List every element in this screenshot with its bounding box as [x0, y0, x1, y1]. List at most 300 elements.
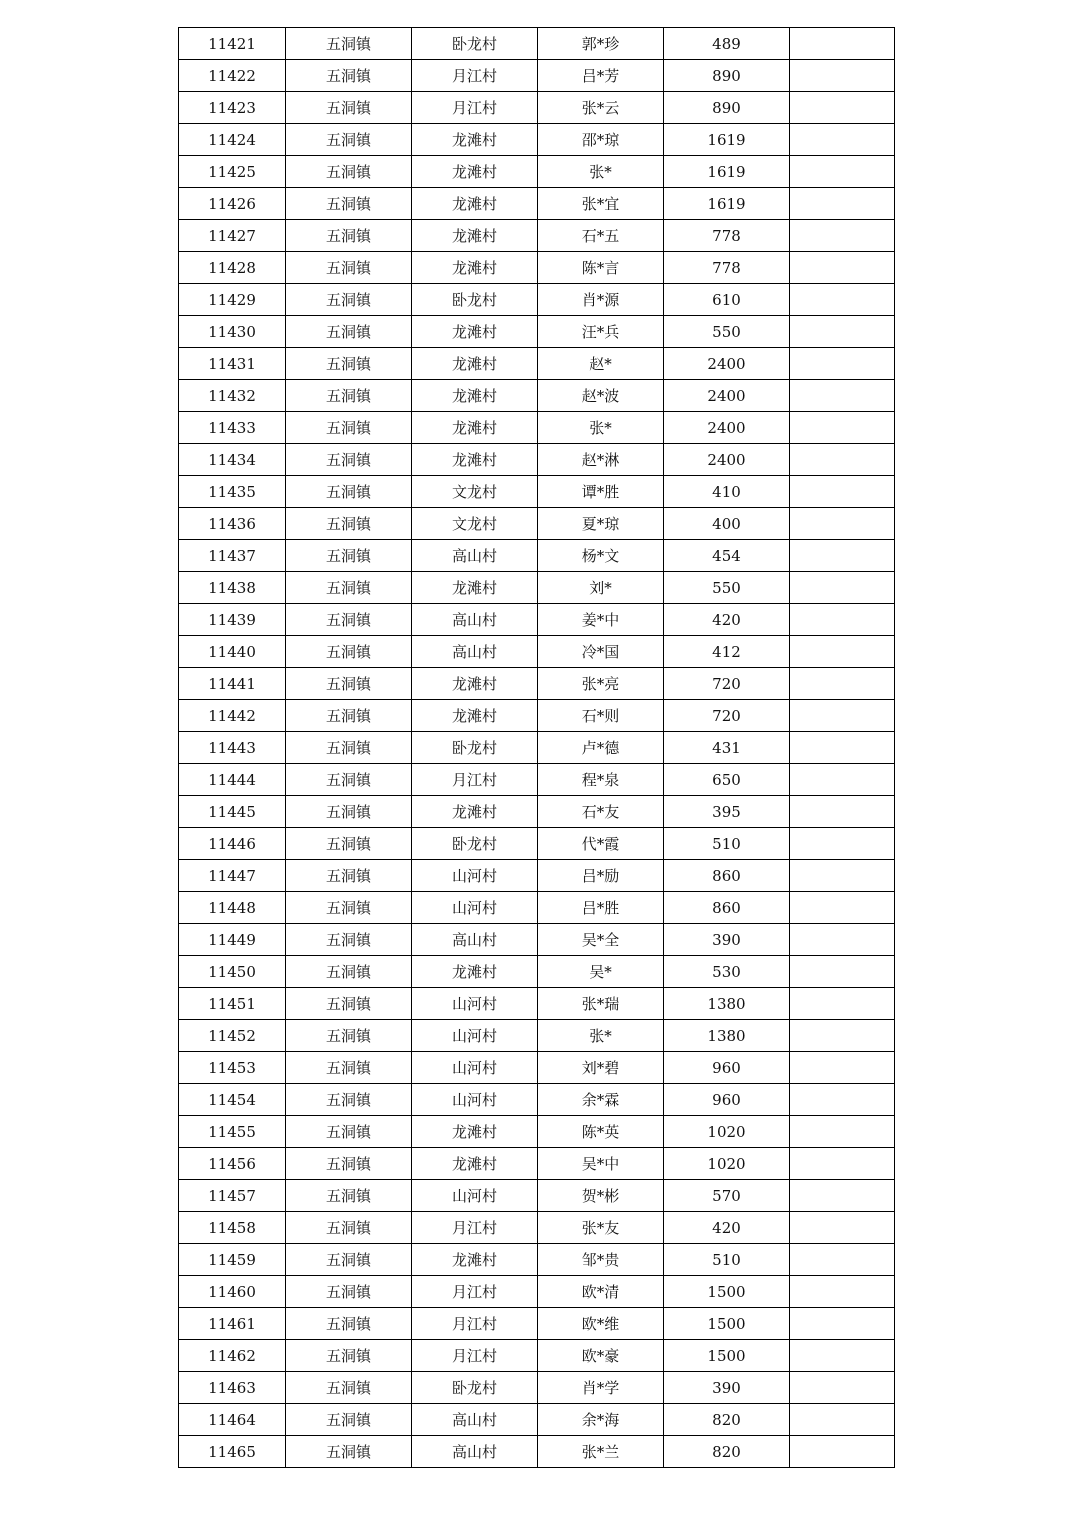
town-cell: 五洞镇: [286, 1212, 412, 1244]
remark-cell: [790, 796, 895, 828]
remark-cell: [790, 1340, 895, 1372]
table-row: [179, 1404, 895, 1436]
table-row: [179, 444, 895, 476]
village-cell: 月江村: [412, 60, 538, 92]
serial-number-cell: 11427: [179, 220, 286, 252]
serial-number-cell: 11455: [179, 1116, 286, 1148]
remark-cell: [790, 316, 895, 348]
name-cell: 肖*学: [538, 1372, 664, 1404]
table-row: [179, 188, 895, 220]
serial-number-cell: 11458: [179, 1212, 286, 1244]
amount-cell: 2400: [664, 412, 790, 444]
name-cell: 张*: [538, 412, 664, 444]
data-table: [178, 27, 895, 1468]
table-row: [179, 316, 895, 348]
village-cell: 卧龙村: [412, 732, 538, 764]
table-row: [179, 1372, 895, 1404]
amount-cell: 489: [664, 28, 790, 60]
village-cell: 山河村: [412, 1052, 538, 1084]
table-row: [179, 380, 895, 412]
amount-cell: 395: [664, 796, 790, 828]
name-cell: 张*宜: [538, 188, 664, 220]
serial-number-cell: 11457: [179, 1180, 286, 1212]
town-cell: 五洞镇: [286, 636, 412, 668]
amount-cell: 1020: [664, 1116, 790, 1148]
name-cell: 余*海: [538, 1404, 664, 1436]
amount-cell: 1619: [664, 188, 790, 220]
table-row: [179, 924, 895, 956]
serial-number-cell: 11428: [179, 252, 286, 284]
name-cell: 汪*兵: [538, 316, 664, 348]
amount-cell: 1380: [664, 1020, 790, 1052]
remark-cell: [790, 476, 895, 508]
town-cell: 五洞镇: [286, 764, 412, 796]
remark-cell: [790, 700, 895, 732]
serial-number-cell: 11430: [179, 316, 286, 348]
village-cell: 高山村: [412, 604, 538, 636]
remark-cell: [790, 956, 895, 988]
remark-cell: [790, 1020, 895, 1052]
amount-cell: 960: [664, 1052, 790, 1084]
town-cell: 五洞镇: [286, 1436, 412, 1468]
serial-number-cell: 11452: [179, 1020, 286, 1052]
village-cell: 高山村: [412, 1436, 538, 1468]
remark-cell: [790, 892, 895, 924]
remark-cell: [790, 508, 895, 540]
town-cell: 五洞镇: [286, 284, 412, 316]
serial-number-cell: 11429: [179, 284, 286, 316]
village-cell: 月江村: [412, 1308, 538, 1340]
name-cell: 程*泉: [538, 764, 664, 796]
table-body: [179, 28, 895, 1468]
town-cell: 五洞镇: [286, 860, 412, 892]
remark-cell: [790, 1212, 895, 1244]
table-row: [179, 1276, 895, 1308]
table-row: [179, 1180, 895, 1212]
serial-number-cell: 11456: [179, 1148, 286, 1180]
amount-cell: 420: [664, 604, 790, 636]
town-cell: 五洞镇: [286, 668, 412, 700]
village-cell: 山河村: [412, 1180, 538, 1212]
remark-cell: [790, 92, 895, 124]
serial-number-cell: 11423: [179, 92, 286, 124]
serial-number-cell: 11431: [179, 348, 286, 380]
town-cell: 五洞镇: [286, 348, 412, 380]
town-cell: 五洞镇: [286, 572, 412, 604]
table-row: [179, 1244, 895, 1276]
serial-number-cell: 11421: [179, 28, 286, 60]
name-cell: 欧*维: [538, 1308, 664, 1340]
table-row: [179, 1212, 895, 1244]
serial-number-cell: 11464: [179, 1404, 286, 1436]
village-cell: 龙滩村: [412, 668, 538, 700]
town-cell: 五洞镇: [286, 540, 412, 572]
serial-number-cell: 11440: [179, 636, 286, 668]
amount-cell: 2400: [664, 380, 790, 412]
remark-cell: [790, 444, 895, 476]
town-cell: 五洞镇: [286, 444, 412, 476]
amount-cell: 1500: [664, 1308, 790, 1340]
name-cell: 吴*: [538, 956, 664, 988]
serial-number-cell: 11435: [179, 476, 286, 508]
serial-number-cell: 11447: [179, 860, 286, 892]
name-cell: 邵*琼: [538, 124, 664, 156]
amount-cell: 610: [664, 284, 790, 316]
table-row: [179, 1308, 895, 1340]
town-cell: 五洞镇: [286, 1116, 412, 1148]
village-cell: 龙滩村: [412, 412, 538, 444]
town-cell: 五洞镇: [286, 60, 412, 92]
amount-cell: 412: [664, 636, 790, 668]
table-row: [179, 92, 895, 124]
serial-number-cell: 11453: [179, 1052, 286, 1084]
town-cell: 五洞镇: [286, 700, 412, 732]
name-cell: 张*亮: [538, 668, 664, 700]
amount-cell: 650: [664, 764, 790, 796]
serial-number-cell: 11433: [179, 412, 286, 444]
serial-number-cell: 11424: [179, 124, 286, 156]
table-row: [179, 60, 895, 92]
remark-cell: [790, 380, 895, 412]
table-row: [179, 412, 895, 444]
table-row: [179, 1020, 895, 1052]
town-cell: 五洞镇: [286, 28, 412, 60]
name-cell: 石*五: [538, 220, 664, 252]
town-cell: 五洞镇: [286, 1244, 412, 1276]
village-cell: 月江村: [412, 1340, 538, 1372]
table-row: [179, 828, 895, 860]
name-cell: 张*瑞: [538, 988, 664, 1020]
table-row: [179, 892, 895, 924]
amount-cell: 530: [664, 956, 790, 988]
village-cell: 龙滩村: [412, 156, 538, 188]
amount-cell: 2400: [664, 444, 790, 476]
name-cell: 代*霞: [538, 828, 664, 860]
amount-cell: 570: [664, 1180, 790, 1212]
serial-number-cell: 11460: [179, 1276, 286, 1308]
village-cell: 龙滩村: [412, 444, 538, 476]
table-row: [179, 508, 895, 540]
remark-cell: [790, 1180, 895, 1212]
amount-cell: 431: [664, 732, 790, 764]
amount-cell: 1619: [664, 156, 790, 188]
amount-cell: 820: [664, 1404, 790, 1436]
village-cell: 龙滩村: [412, 124, 538, 156]
table-row: [179, 1436, 895, 1468]
remark-cell: [790, 220, 895, 252]
name-cell: 石*则: [538, 700, 664, 732]
name-cell: 夏*琼: [538, 508, 664, 540]
village-cell: 高山村: [412, 540, 538, 572]
amount-cell: 510: [664, 1244, 790, 1276]
town-cell: 五洞镇: [286, 92, 412, 124]
amount-cell: 420: [664, 1212, 790, 1244]
table-row: [179, 28, 895, 60]
remark-cell: [790, 636, 895, 668]
serial-number-cell: 11459: [179, 1244, 286, 1276]
remark-cell: [790, 124, 895, 156]
amount-cell: 390: [664, 924, 790, 956]
name-cell: 吕*胜: [538, 892, 664, 924]
town-cell: 五洞镇: [286, 1372, 412, 1404]
name-cell: 陈*言: [538, 252, 664, 284]
name-cell: 张*友: [538, 1212, 664, 1244]
village-cell: 高山村: [412, 1404, 538, 1436]
remark-cell: [790, 156, 895, 188]
serial-number-cell: 11442: [179, 700, 286, 732]
village-cell: 龙滩村: [412, 956, 538, 988]
amount-cell: 778: [664, 252, 790, 284]
table-row: [179, 1116, 895, 1148]
town-cell: 五洞镇: [286, 1052, 412, 1084]
village-cell: 龙滩村: [412, 252, 538, 284]
town-cell: 五洞镇: [286, 924, 412, 956]
serial-number-cell: 11444: [179, 764, 286, 796]
name-cell: 谭*胜: [538, 476, 664, 508]
table-row: [179, 1052, 895, 1084]
table-row: [179, 956, 895, 988]
serial-number-cell: 11450: [179, 956, 286, 988]
serial-number-cell: 11465: [179, 1436, 286, 1468]
table-row: [179, 732, 895, 764]
town-cell: 五洞镇: [286, 380, 412, 412]
amount-cell: 550: [664, 316, 790, 348]
town-cell: 五洞镇: [286, 988, 412, 1020]
remark-cell: [790, 1052, 895, 1084]
serial-number-cell: 11434: [179, 444, 286, 476]
name-cell: 杨*文: [538, 540, 664, 572]
village-cell: 龙滩村: [412, 1116, 538, 1148]
serial-number-cell: 11437: [179, 540, 286, 572]
amount-cell: 510: [664, 828, 790, 860]
town-cell: 五洞镇: [286, 1020, 412, 1052]
amount-cell: 860: [664, 860, 790, 892]
serial-number-cell: 11445: [179, 796, 286, 828]
serial-number-cell: 11426: [179, 188, 286, 220]
serial-number-cell: 11439: [179, 604, 286, 636]
remark-cell: [790, 348, 895, 380]
name-cell: 吴*中: [538, 1148, 664, 1180]
name-cell: 赵*波: [538, 380, 664, 412]
amount-cell: 720: [664, 668, 790, 700]
town-cell: 五洞镇: [286, 1180, 412, 1212]
name-cell: 吕*芳: [538, 60, 664, 92]
amount-cell: 890: [664, 60, 790, 92]
serial-number-cell: 11449: [179, 924, 286, 956]
name-cell: 余*霖: [538, 1084, 664, 1116]
town-cell: 五洞镇: [286, 828, 412, 860]
serial-number-cell: 11432: [179, 380, 286, 412]
remark-cell: [790, 284, 895, 316]
amount-cell: 820: [664, 1436, 790, 1468]
remark-cell: [790, 1276, 895, 1308]
town-cell: 五洞镇: [286, 732, 412, 764]
town-cell: 五洞镇: [286, 252, 412, 284]
village-cell: 龙滩村: [412, 316, 538, 348]
table-row: [179, 796, 895, 828]
town-cell: 五洞镇: [286, 508, 412, 540]
amount-cell: 550: [664, 572, 790, 604]
remark-cell: [790, 1404, 895, 1436]
remark-cell: [790, 188, 895, 220]
name-cell: 贺*彬: [538, 1180, 664, 1212]
table-row: [179, 636, 895, 668]
name-cell: 刘*: [538, 572, 664, 604]
remark-cell: [790, 60, 895, 92]
amount-cell: 960: [664, 1084, 790, 1116]
remark-cell: [790, 860, 895, 892]
village-cell: 龙滩村: [412, 188, 538, 220]
village-cell: 高山村: [412, 636, 538, 668]
town-cell: 五洞镇: [286, 412, 412, 444]
table-row: [179, 348, 895, 380]
name-cell: 肖*源: [538, 284, 664, 316]
town-cell: 五洞镇: [286, 1340, 412, 1372]
serial-number-cell: 11461: [179, 1308, 286, 1340]
town-cell: 五洞镇: [286, 604, 412, 636]
remark-cell: [790, 1308, 895, 1340]
remark-cell: [790, 668, 895, 700]
amount-cell: 720: [664, 700, 790, 732]
village-cell: 月江村: [412, 764, 538, 796]
serial-number-cell: 11425: [179, 156, 286, 188]
town-cell: 五洞镇: [286, 956, 412, 988]
serial-number-cell: 11438: [179, 572, 286, 604]
table-row: [179, 604, 895, 636]
name-cell: 张*: [538, 1020, 664, 1052]
amount-cell: 410: [664, 476, 790, 508]
table-row: [179, 476, 895, 508]
table-row: [179, 1148, 895, 1180]
village-cell: 月江村: [412, 1276, 538, 1308]
village-cell: 卧龙村: [412, 284, 538, 316]
table-row: [179, 156, 895, 188]
remark-cell: [790, 988, 895, 1020]
name-cell: 刘*碧: [538, 1052, 664, 1084]
village-cell: 龙滩村: [412, 380, 538, 412]
remark-cell: [790, 732, 895, 764]
table-row: [179, 540, 895, 572]
table-row: [179, 220, 895, 252]
amount-cell: 1020: [664, 1148, 790, 1180]
table-row: [179, 284, 895, 316]
amount-cell: 1380: [664, 988, 790, 1020]
name-cell: 姜*中: [538, 604, 664, 636]
town-cell: 五洞镇: [286, 188, 412, 220]
name-cell: 邹*贵: [538, 1244, 664, 1276]
town-cell: 五洞镇: [286, 1308, 412, 1340]
village-cell: 月江村: [412, 1212, 538, 1244]
name-cell: 赵*淋: [538, 444, 664, 476]
remark-cell: [790, 1244, 895, 1276]
village-cell: 山河村: [412, 1020, 538, 1052]
village-cell: 山河村: [412, 860, 538, 892]
remark-cell: [790, 1436, 895, 1468]
amount-cell: 1500: [664, 1340, 790, 1372]
remark-cell: [790, 1116, 895, 1148]
town-cell: 五洞镇: [286, 316, 412, 348]
serial-number-cell: 11446: [179, 828, 286, 860]
table-row: [179, 764, 895, 796]
village-cell: 卧龙村: [412, 1372, 538, 1404]
remark-cell: [790, 828, 895, 860]
village-cell: 龙滩村: [412, 1148, 538, 1180]
amount-cell: 390: [664, 1372, 790, 1404]
table-row: [179, 572, 895, 604]
name-cell: 张*: [538, 156, 664, 188]
amount-cell: 860: [664, 892, 790, 924]
town-cell: 五洞镇: [286, 1084, 412, 1116]
name-cell: 欧*豪: [538, 1340, 664, 1372]
serial-number-cell: 11422: [179, 60, 286, 92]
serial-number-cell: 11436: [179, 508, 286, 540]
amount-cell: 1500: [664, 1276, 790, 1308]
name-cell: 张*兰: [538, 1436, 664, 1468]
remark-cell: [790, 540, 895, 572]
table-row: [179, 668, 895, 700]
remark-cell: [790, 252, 895, 284]
town-cell: 五洞镇: [286, 476, 412, 508]
town-cell: 五洞镇: [286, 1148, 412, 1180]
serial-number-cell: 11462: [179, 1340, 286, 1372]
town-cell: 五洞镇: [286, 796, 412, 828]
village-cell: 龙滩村: [412, 1244, 538, 1276]
town-cell: 五洞镇: [286, 1404, 412, 1436]
village-cell: 龙滩村: [412, 796, 538, 828]
name-cell: 石*友: [538, 796, 664, 828]
remark-cell: [790, 764, 895, 796]
name-cell: 吴*全: [538, 924, 664, 956]
table-row: [179, 1340, 895, 1372]
remark-cell: [790, 924, 895, 956]
remark-cell: [790, 412, 895, 444]
remark-cell: [790, 1372, 895, 1404]
document-page: [178, 27, 894, 1468]
town-cell: 五洞镇: [286, 1276, 412, 1308]
table-row: [179, 988, 895, 1020]
amount-cell: 890: [664, 92, 790, 124]
village-cell: 文龙村: [412, 476, 538, 508]
table-row: [179, 124, 895, 156]
amount-cell: 454: [664, 540, 790, 572]
town-cell: 五洞镇: [286, 220, 412, 252]
name-cell: 赵*: [538, 348, 664, 380]
serial-number-cell: 11443: [179, 732, 286, 764]
name-cell: 冷*国: [538, 636, 664, 668]
amount-cell: 1619: [664, 124, 790, 156]
name-cell: 欧*清: [538, 1276, 664, 1308]
village-cell: 龙滩村: [412, 572, 538, 604]
remark-cell: [790, 1084, 895, 1116]
town-cell: 五洞镇: [286, 892, 412, 924]
village-cell: 山河村: [412, 988, 538, 1020]
town-cell: 五洞镇: [286, 124, 412, 156]
village-cell: 龙滩村: [412, 348, 538, 380]
amount-cell: 2400: [664, 348, 790, 380]
amount-cell: 778: [664, 220, 790, 252]
name-cell: 吕*励: [538, 860, 664, 892]
amount-cell: 400: [664, 508, 790, 540]
table-row: [179, 700, 895, 732]
village-cell: 龙滩村: [412, 700, 538, 732]
village-cell: 山河村: [412, 1084, 538, 1116]
remark-cell: [790, 604, 895, 636]
serial-number-cell: 11451: [179, 988, 286, 1020]
serial-number-cell: 11454: [179, 1084, 286, 1116]
table-row: [179, 860, 895, 892]
name-cell: 卢*德: [538, 732, 664, 764]
village-cell: 月江村: [412, 92, 538, 124]
